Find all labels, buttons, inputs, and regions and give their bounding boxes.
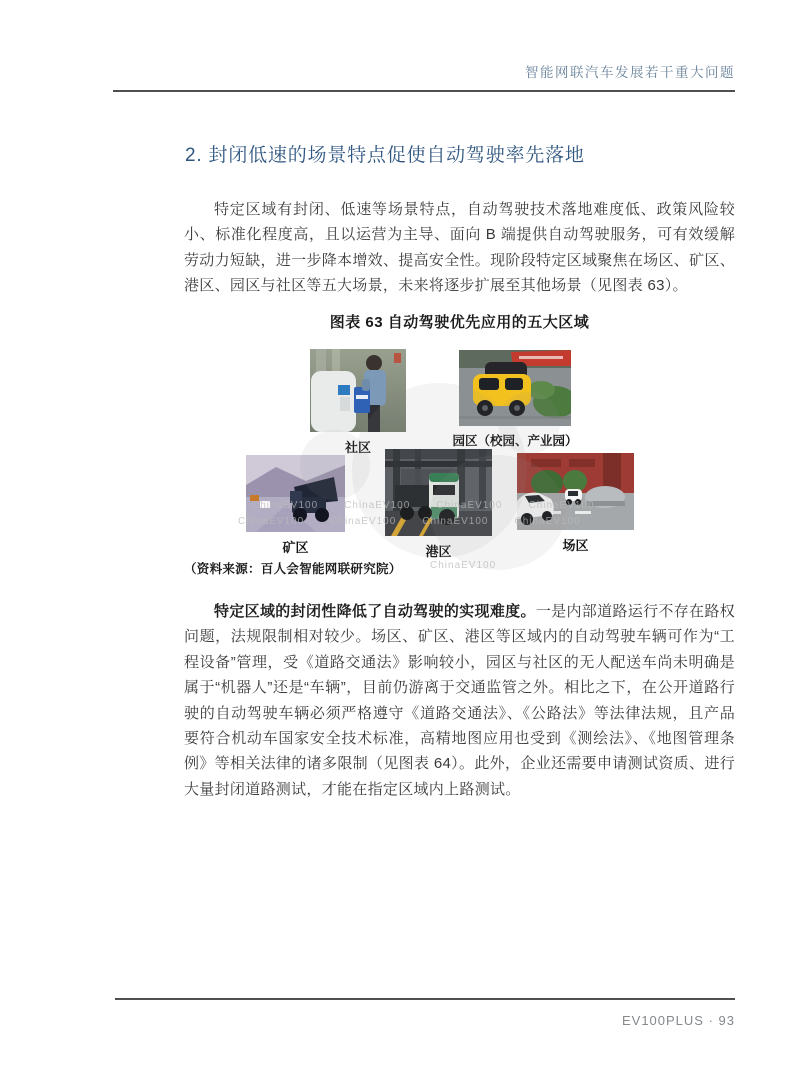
- watermark-text: ChinaEV100: [252, 500, 319, 511]
- section-heading: 2. 封闭低速的场景特点促使自动驾驶率先落地: [185, 145, 585, 166]
- watermark-text: ChinaEV100: [238, 516, 305, 527]
- figure-caption-community: 社区: [344, 440, 371, 455]
- figure-caption-mining: 矿区: [282, 540, 309, 555]
- watermark-text: ChinaEV100: [514, 516, 581, 527]
- watermark-logo-blob: [430, 455, 565, 570]
- paragraph-body-text: 一是内部道路运行不存在路权问题，法规限制相对较少。场区、矿区、港区等区域内的自动驾驶车辆可作为“工程设备”管理，受《道路交通法》影响较小，园区与社区的无人配送车尚未明确是属于“机器人”还是“车辆”，目前仍游离于交通监管之外。相比之下，在公开道路行驶的自动驾驶车辆必须严格遵守《道路交通法》、《公路法》等法律法规，且产品要符合机动车国家安全技术标准，高精地图应用也受到《测绘法》、《地图管理条例》等相关法律的诸多限制（见图表 64）。此外，企业还需要申请测试资质、进行大量封闭道路测试，才能在指定区域内上路测试。: [184, 603, 735, 798]
- footer-rule: [115, 998, 735, 1000]
- body-paragraph-1: 特定区域有封闭、低速等场景特点，自动驾驶技术落地难度低、政策风险较小、标准化程度高，且以运营为主导、面向 B 端提供自动驾驶服务，可有效缓解劳动力短缺，进一步降本增效、提高安全性。现阶段特定区域聚焦在场区、矿区、港区、园区与社区等五大场景，未来将逐步扩展至其他场景（见图表 63）。: [184, 201, 735, 295]
- footer-page-label: EV100PLUS · 93: [621, 1013, 735, 1028]
- figure-source-note: （资料来源：百人会智能网联研究院）: [184, 562, 402, 576]
- body-paragraph-2: [184, 599, 735, 802]
- watermark-text-row: [430, 560, 522, 571]
- header-rule: [113, 90, 735, 92]
- running-header-title: 智能网联汽车发展若干重大问题: [525, 65, 735, 80]
- watermark-text-row: [238, 516, 607, 527]
- watermark-text: ChinaEV100: [528, 500, 595, 511]
- figure-caption-depot: 场区: [562, 538, 589, 553]
- watermark-text: ChinaEV100: [436, 500, 503, 511]
- paragraph-lead-bold: 特定区域的封闭性降低了自动驾驶的实现难度。: [214, 603, 536, 620]
- figure-title: 图表 63 自动驾驶优先应用的五大区域: [329, 314, 590, 331]
- watermark-text: ChinaEV100: [430, 560, 497, 571]
- watermark-text: ChinaEV100: [344, 500, 411, 511]
- watermark-text: ChinaEV100: [422, 516, 489, 527]
- watermark-logo-blob: [498, 392, 560, 454]
- watermark-logo-blob: [300, 430, 370, 500]
- figure-caption-port: 港区: [425, 544, 452, 559]
- figure-caption-campus: 园区（校园、产业园）: [452, 434, 578, 448]
- watermark-text-row: [252, 500, 621, 511]
- delivery-robot: [311, 371, 356, 432]
- watermark-text: ChinaEV100: [330, 516, 397, 527]
